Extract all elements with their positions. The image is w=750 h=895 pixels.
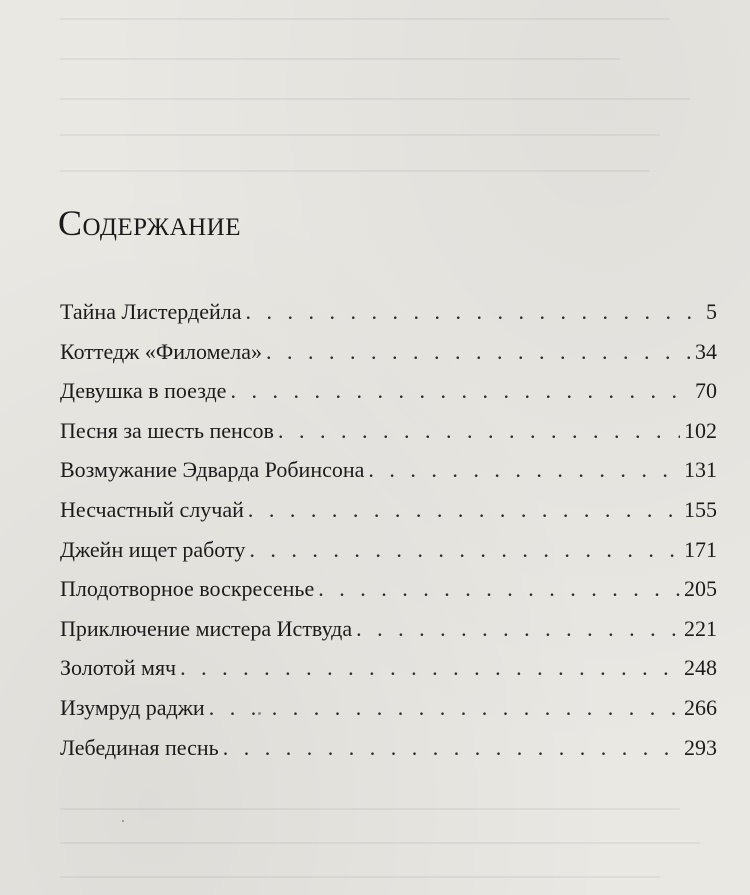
bleed-through-line <box>60 876 660 878</box>
toc-entry-page: 171 <box>684 536 717 562</box>
toc-entry-page: 34 <box>695 338 717 364</box>
toc-entry-title: Джейн ищет работу <box>60 536 246 562</box>
bleed-through-line <box>60 18 670 20</box>
toc-entry <box>60 728 717 768</box>
toc-entry-title: Плодотворное воскресенье <box>60 576 315 602</box>
bleed-through-line <box>60 170 650 172</box>
toc-entry-page: 221 <box>684 615 717 641</box>
bleed-through-line <box>60 134 660 136</box>
bleed-through-line <box>60 58 620 60</box>
toc-entry <box>60 411 717 451</box>
toc-entry-page: 155 <box>684 496 717 522</box>
toc-entry-page: 131 <box>684 457 717 483</box>
toc-entry <box>60 688 717 728</box>
toc-entry <box>60 292 717 332</box>
toc-entry <box>60 490 717 530</box>
dot-leader <box>266 332 691 372</box>
dot-leader <box>278 411 680 451</box>
toc-entry <box>60 530 717 570</box>
bleed-through-line <box>60 808 680 810</box>
table-of-contents <box>60 292 717 767</box>
toc-entry-page: 102 <box>684 417 717 443</box>
toc-entry <box>60 609 717 649</box>
dot-leader <box>249 530 680 570</box>
dot-leader <box>248 490 680 530</box>
toc-entry-page: 5 <box>706 299 717 324</box>
toc-entry-title: Несчастный случай <box>60 496 244 522</box>
toc-entry-page: 205 <box>684 576 717 602</box>
toc-entry <box>60 569 717 609</box>
toc-entry-title: Девушка в поезде <box>60 378 227 404</box>
dot-leader <box>368 450 680 490</box>
toc-entry-page: 266 <box>684 694 717 720</box>
toc-entry-title: Тайна Листердейла <box>60 299 242 324</box>
toc-entry-title: Лебединая песнь <box>60 734 219 760</box>
toc-entry <box>60 332 717 372</box>
toc-entry-page: 293 <box>684 734 717 760</box>
toc-entry-title: Возмужание Эдварда Робинсона <box>60 457 365 483</box>
toc-entry-title: Коттедж «Филомела» <box>60 338 263 364</box>
dot-leader <box>230 371 691 411</box>
toc-entry-title: Золотой мяч <box>60 655 177 681</box>
toc-entry-page: 248 <box>684 655 717 681</box>
bleed-through-line <box>60 842 700 844</box>
toc-entry-title: Песня за шесть пенсов <box>60 417 274 443</box>
dot-leader <box>246 292 703 332</box>
toc-entry <box>60 648 717 688</box>
page-title: Содержание <box>58 203 242 243</box>
dot-leader <box>223 728 680 768</box>
bleed-through-line <box>60 98 690 100</box>
dot-leader <box>180 648 680 688</box>
toc-entry-title: Изумруд раджи <box>60 694 205 720</box>
toc-entry-title: Приключение мистера Иствуда <box>60 615 353 641</box>
paper-speck <box>122 820 124 822</box>
toc-entry-page: 70 <box>695 378 717 404</box>
paper-speck <box>258 712 261 715</box>
dot-leader <box>209 688 680 728</box>
dot-leader <box>318 569 680 609</box>
toc-entry <box>60 371 717 411</box>
dot-leader <box>356 609 680 649</box>
toc-entry <box>60 450 717 490</box>
